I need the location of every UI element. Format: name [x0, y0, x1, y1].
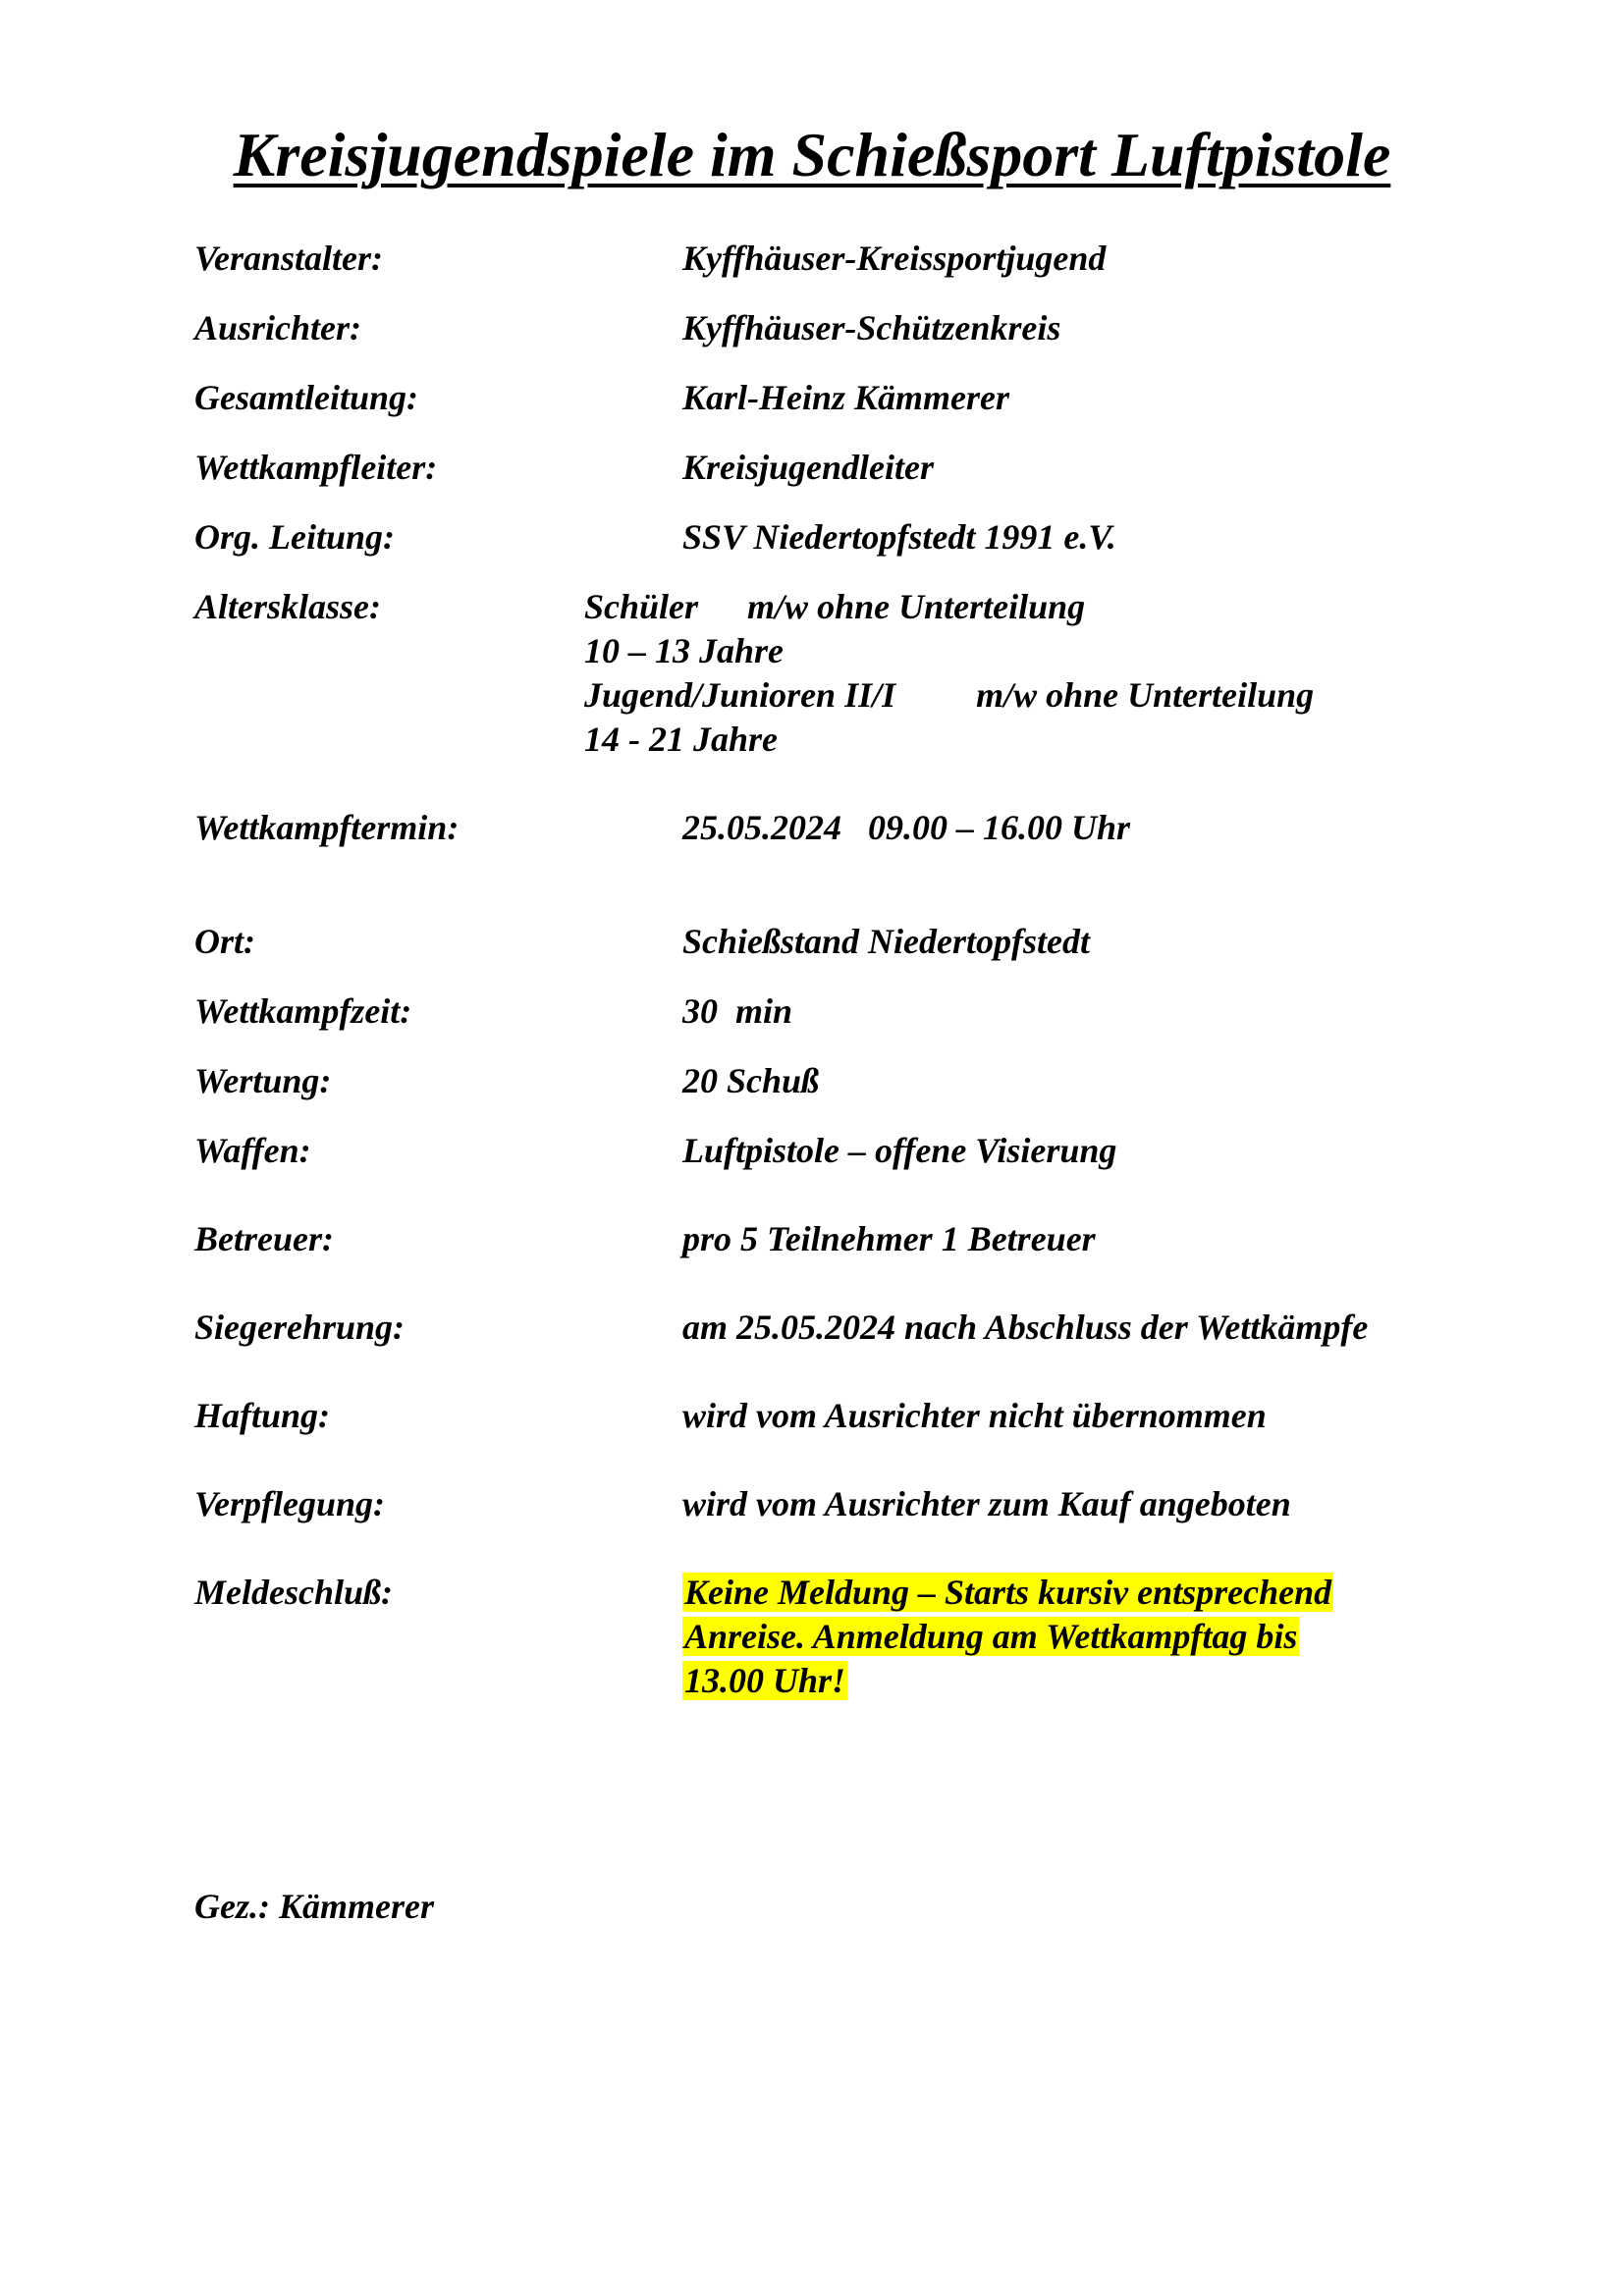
signature: Gez.: Kämmerer — [194, 1887, 434, 1926]
age-class-schueler — [584, 585, 1085, 629]
field-label: Haftung: — [194, 1396, 331, 1435]
field-label: Gesamtleitung: — [194, 378, 419, 417]
field-label: Altersklasse: — [194, 587, 382, 626]
event-time: 09.00 – 16.00 Uhr — [868, 808, 1131, 847]
field-value: Schießstand Niedertopfstedt — [682, 922, 1090, 961]
field-value: am 25.05.2024 nach Abschluss der Wettkämpfe — [682, 1308, 1369, 1347]
field-label: Org. Leitung: — [194, 517, 396, 557]
age-class-ages: 14 - 21 Jahre — [584, 720, 778, 759]
field-label: Meldeschluß: — [194, 1573, 393, 1612]
field-label: Wettkampfzeit: — [194, 991, 412, 1031]
notice-line: Anreise. Anmeldung am Wettkampftag bis — [684, 1617, 1298, 1656]
age-class-name: Schüler — [584, 587, 699, 626]
age-class-division: m/w ohne Unterteilung — [976, 675, 1315, 715]
event-date: 25.05.2024 — [682, 808, 841, 847]
field-label: Ort: — [194, 922, 255, 961]
field-value: SSV Niedertopfstedt 1991 e.V. — [682, 517, 1116, 557]
field-value: Luftpistole – offene Visierung — [682, 1131, 1117, 1170]
field-label: Ausrichter: — [194, 308, 362, 347]
field-label: Wettkampfleiter: — [194, 448, 438, 487]
age-class-division: m/w ohne Unterteilung — [747, 587, 1086, 626]
age-class-jugend — [584, 673, 1314, 718]
field-value: Karl-Heinz Kämmerer — [682, 378, 1010, 417]
field-label: Siegerehrung: — [194, 1308, 406, 1347]
field-label: Wertung: — [194, 1061, 332, 1100]
event-date-time — [682, 806, 1130, 850]
age-class-ages: 10 – 13 Jahre — [584, 631, 785, 670]
field-value: 30 min — [682, 991, 793, 1031]
field-label: Wettkampftermin: — [194, 808, 460, 847]
field-value: pro 5 Teilnehmer 1 Betreuer — [682, 1219, 1096, 1258]
document-title: Kreisjugendspiele im Schießsport Luftpistole — [233, 120, 1391, 189]
field-value: Kyffhäuser-Schützenkreis — [682, 308, 1061, 347]
field-value: wird vom Ausrichter nicht übernommen — [682, 1396, 1267, 1435]
age-class-name: Jugend/Junioren II/I — [584, 675, 896, 715]
field-label: Betreuer: — [194, 1219, 334, 1258]
field-value: wird vom Ausrichter zum Kauf angeboten — [682, 1484, 1291, 1523]
field-value: 20 Schuß — [682, 1061, 820, 1100]
field-value: Kyffhäuser-Kreissportjugend — [682, 239, 1107, 278]
field-value: Kreisjugendleiter — [682, 448, 935, 487]
field-label: Veranstalter: — [194, 239, 384, 278]
highlighted-notice — [682, 1571, 1333, 1703]
field-label: Waffen: — [194, 1131, 311, 1170]
notice-line: Keine Meldung – Starts kursiv entsprechend — [684, 1573, 1332, 1612]
field-label: Verpflegung: — [194, 1484, 386, 1523]
notice-line: 13.00 Uhr! — [684, 1661, 846, 1700]
